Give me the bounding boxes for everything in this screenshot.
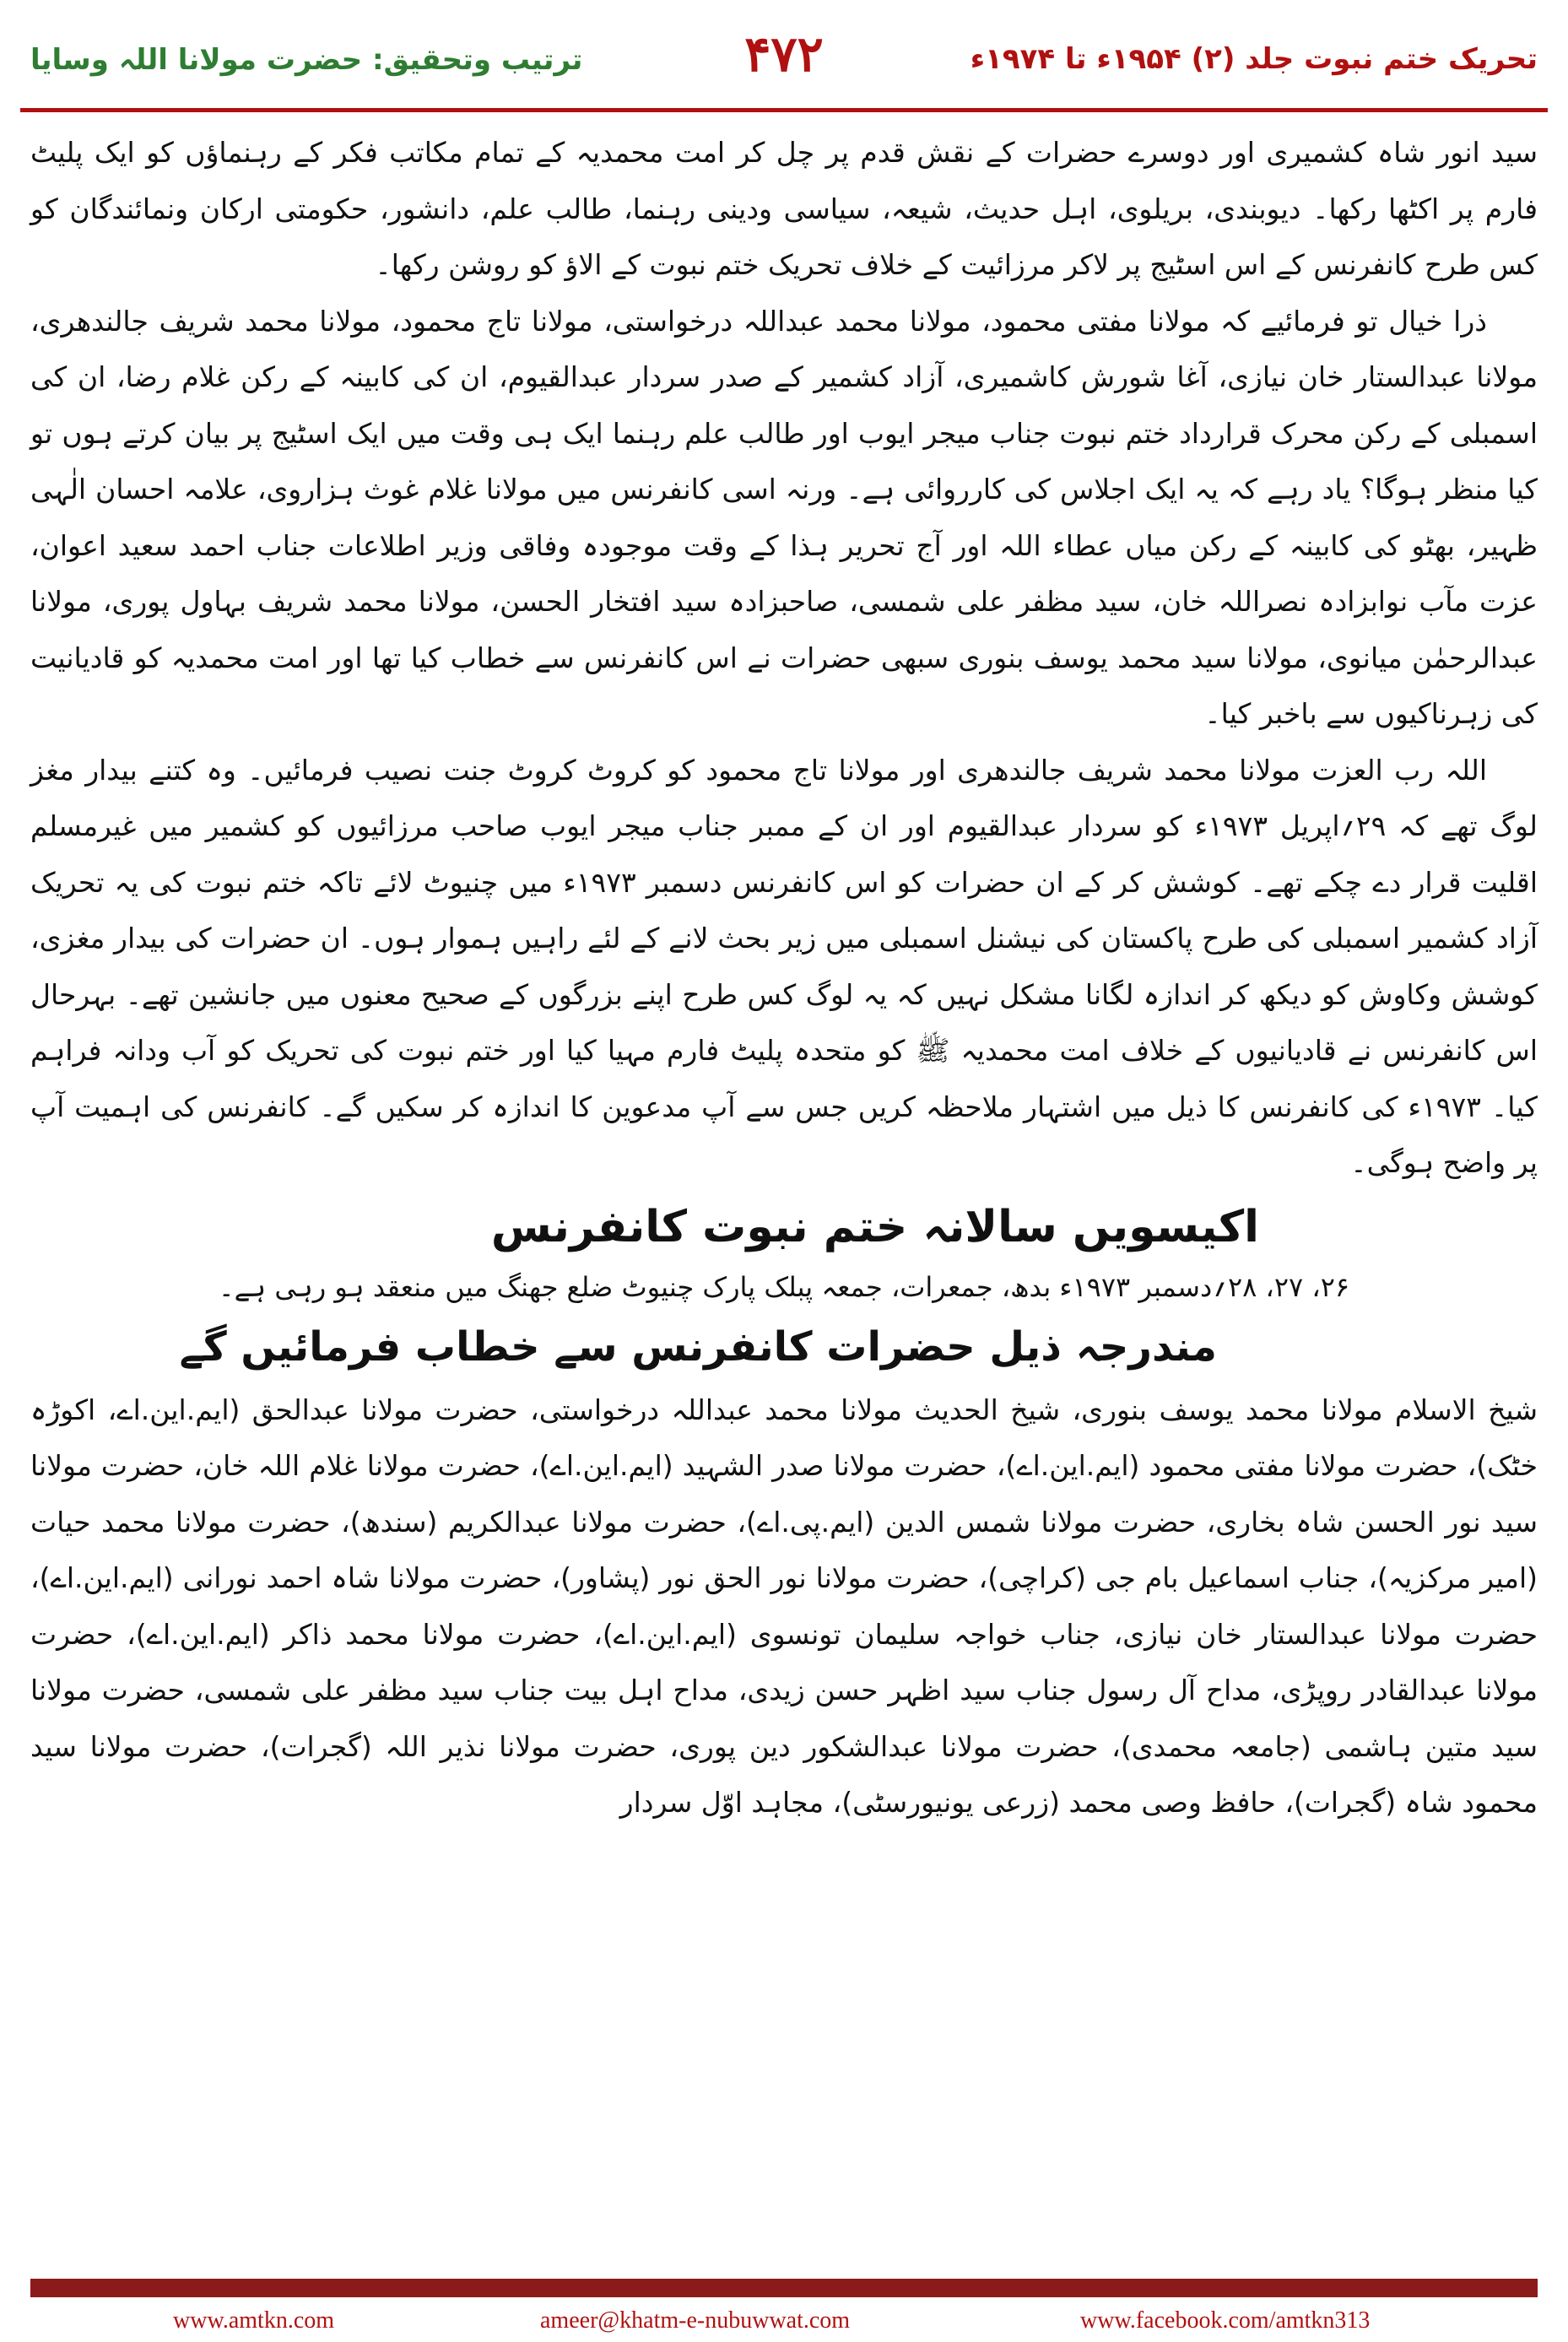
footer-divider <box>30 2279 1538 2297</box>
paragraph-3: اللہ رب العزت مولانا محمد شریف جالندھری اور مولانا تاج محمود کو کروٹ کروٹ جنت نصیب فرمائیں۔ وہ کتنے بیدار مغز لوگ تھے کہ ۲۹؍اپریل ۱۹۷۳ء کو سردار عبدالقیوم اور ان کے ممبر جناب میجر ایوب صاحب مرزائیوں کو کشمیر میں غیرمسلم اقلیت قرار دے چکے تھے۔ کوشش کر کے ان حضرات کو اس کانفرنس دسمبر ۱۹۷۳ء میں چنیوٹ لائے تاکہ ختم نبوت کی یہ تحریک آزاد کشمیر اسمبلی کی طرح پاکستان کی نیشنل اسمبلی میں زیر بحث لانے کے لئے راہیں ہموار ہوں۔ ان حضرات کی بیدار مغزی، کوشش وکاوش کو دیکھ کر اندازہ لگانا مشکل نہیں کہ یہ لوگ کس طرح اپنے بزرگوں کے صحیح معنوں میں جانشین تھے۔ بہرحال اس کانفرنس نے قادیانیوں کے خلاف امت محمدیہ ﷺ کو متحدہ پلیٹ فارم مہیا کیا اور ختم نبوت کی تحریک کو آب ودانہ فراہم کیا۔ ۱۹۷۳ء کی کانفرنس کا ذیل میں اشتہار ملاحظہ کریں جس سے آپ مدعوین کا اندازہ کر سکیں گے۔ کانفرنس کی اہمیت آپ پر واضح ہوگی۔ <box>30 753 1538 1179</box>
paragraph-1: سید انور شاہ کشمیری اور دوسرے حضرات کے نقش قدم پر چل کر امت محمدیہ کے تمام مکاتب فکر کے رہنماؤں کو ایک پلیٹ فارم پر اکٹھا رکھا۔ دیوبندی، بریلوی، اہل حدیث، شیعہ، سیاسی ودینی رہنما، طالب علم، دانشور، حکومتی ارکان ونمائندگان کو کس طرح کانفرنس کے اس اسٹیج پر لاکر مرزائیت کے خلاف تحریک ختم نبوت کے الاؤ کو روشن رکھا۔ <box>30 136 1538 281</box>
paragraph-2: ذرا خیال تو فرمائیے کہ مولانا مفتی محمود، مولانا محمد عبداللہ درخواستی، مولانا تاج محمود، مولانا محمد شریف جالندھری، مولانا عبدالستار خان نیازی، آغا شورش کاشمیری، آزاد کشمیر کے صدر سردار عبدالقیوم، ان کی کابینہ کے رکن غلام رضا، ان کی اسمبلی کے رکن محرک قرارداد ختم نبوت جناب میجر ایوب اور طالب علم رہنما ایک ہی وقت میں ایک اسٹیج پر بیان کرتے ہوں تو کیا منظر ہوگا؟ یاد رہے کہ یہ ایک اجلاس کی کارروائی ہے۔ ورنہ اسی کانفرنس میں مولانا غلام غوث ہزاروی، علامہ احسان الٰہی ظہیر، بھٹو کی کابینہ کے رکن میاں عطاء اللہ اور آج تحریر ہذا کے وقت موجودہ وفاقی وزیر اطلاعات جناب احمد سعید اعوان، عزت مآب نوابزادہ نصراللہ خان، سید مظفر علی شمسی، صاحبزادہ سید افتخار الحسن، مولانا محمد شریف بہاول پوری، مولانا عبدالرحمٰن میانوی، مولانا سید محمد یوسف بنوری سبھی حضرات نے اس کانفرنس سے خطاب کیا تھا اور امت محمدیہ کو قادیانیت کی زہرناکیوں سے باخبر کیا۔ <box>30 304 1538 730</box>
email-link[interactable]: ameer@khatm-e-nubuwwat.com <box>540 2307 851 2334</box>
header-divider <box>20 108 1548 112</box>
website-link[interactable]: www.amtkn.com <box>173 2307 335 2334</box>
page-number: ۴۷۲ <box>744 25 824 83</box>
conference-title: اکیسویں سالانہ ختم نبوت کانفرنس <box>490 1201 1259 1252</box>
compiler-credit: ترتیب وتحقیق: حضرت مولانا اللہ وسایا <box>30 43 583 77</box>
speakers-list: شیخ الاسلام مولانا محمد یوسف بنوری، شیخ الحدیث مولانا محمد عبداللہ درخواستی، حضرت مولانا عبدالحق (ایم.این.اے، اکوڑہ خٹک)، حضرت مولانا مفتی محمود (ایم.این.اے)، حضرت مولانا صدر الشہید (ایم.این.اے)، حضرت مولانا غلام اللہ خان، حضرت مولانا سید نور الحسن شاہ بخاری، حضرت مولانا شمس الدین (ایم.پی.اے)، حضرت مولانا عبدالکریم (سندھ)، حضرت مولانا محمد حیات (امیر مرکزیہ)، جناب اسماعیل بام جی (کراچی)، حضرت مولانا نور الحق نور (پشاور)، حضرت مولانا شاہ احمد نورانی (ایم.این.اے)، حضرت مولانا عبدالستار خان نیازی، جناب خواجہ سلیمان تونسوی (ایم.این.اے)، حضرت مولانا محمد ذاکر (ایم.این.اے)، حضرت مولانا عبدالقادر روپڑی، مداح آل رسول جناب سید اظہر حسن زیدی، مداح اہل بیت جناب سید مظفر علی شمسی، حضرت مولانا سید متین ہاشمی (جامعہ محمدی)، حضرت مولانا عبدالشکور دین پوری، حضرت مولانا نذیر اللہ (گجرات)، حضرت مولانا سید محمود شاہ (گجرات)، حافظ وصی محمد (زرعی یونیورسٹی)، مجاہد اوّل سردار <box>30 1393 1538 1819</box>
page-header <box>0 0 1568 108</box>
conference-date: ۲۶، ۲۷، ۲۸؍دسمبر ۱۹۷۳ء بدھ، جمعرات، جمعہ پبلک پارک چنیوٹ ضلع جھنگ میں منعقد ہو رہی ہے۔ <box>218 1270 1350 1303</box>
speakers-heading: مندرجہ ذیل حضرات کانفرنس سے خطاب فرمائیں گے <box>179 1322 1217 1371</box>
page-content <box>30 125 1538 2215</box>
book-title: تحریک ختم نبوت جلد (۲) ۱۹۵۴ء تا ۱۹۷۴ء <box>970 42 1538 76</box>
facebook-link[interactable]: www.facebook.com/amtkn313 <box>1080 2307 1371 2334</box>
page-footer <box>0 2279 1568 2342</box>
